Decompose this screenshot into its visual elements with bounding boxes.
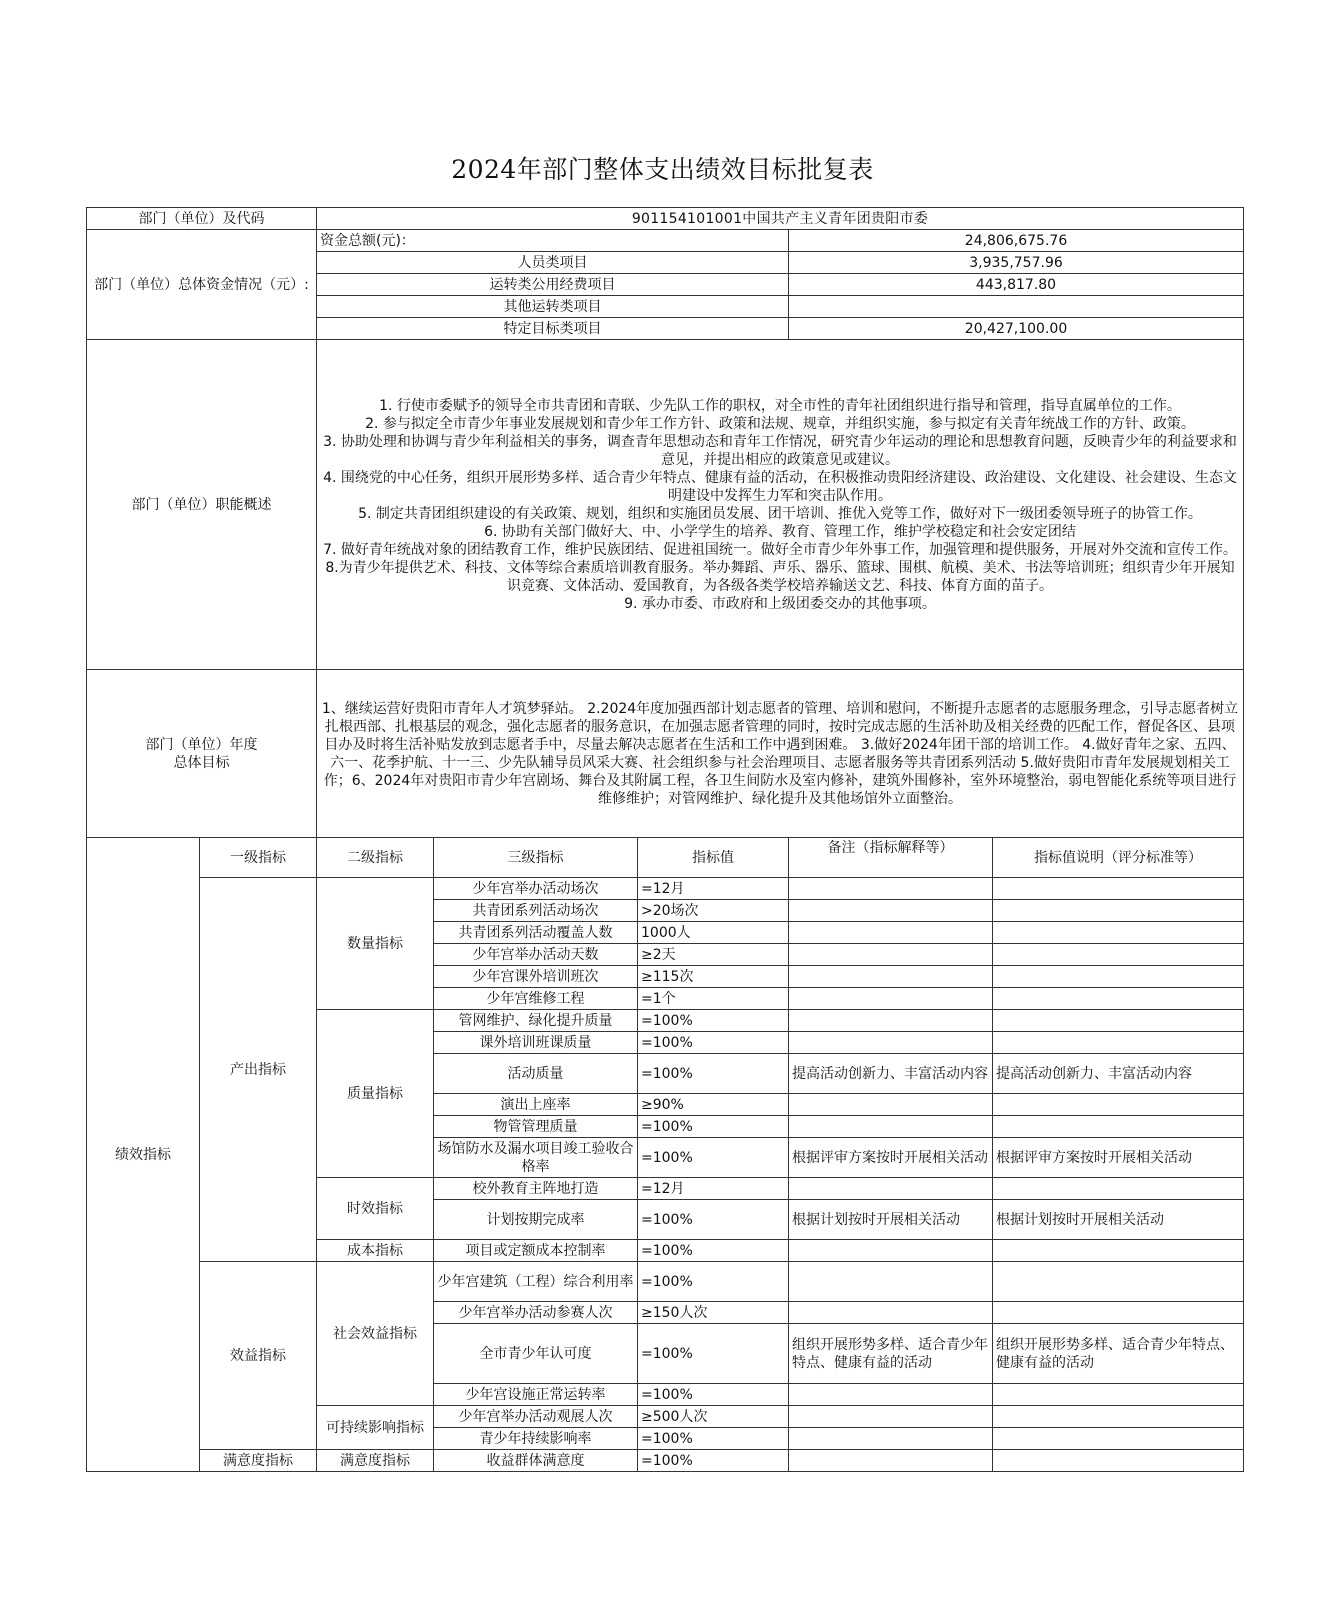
fund-row-name: 人员类项目 — [317, 252, 789, 274]
table-row — [87, 878, 1244, 900]
duty-item: 3. 协助处理和协调与青少年利益相关的事务，调查青年思想动态和青年工作情况，研究青少年运动的理论和思想教育问题，反映青少年的利益要求和意见，并提出相应的政策意见或建议。 — [323, 433, 1237, 468]
indicator-desc — [993, 1406, 1244, 1428]
indicator-value: =100% — [638, 1324, 789, 1384]
indicator-note — [789, 900, 993, 922]
sub-sustain: 可持续影响指标 — [317, 1406, 434, 1450]
indicator-desc — [993, 1010, 1244, 1032]
indicator-value: >20场次 — [638, 900, 789, 922]
indicator-name: 共青团系列活动覆盖人数 — [434, 922, 638, 944]
indicator-desc — [993, 1302, 1244, 1324]
indicator-value: =12月 — [638, 878, 789, 900]
group-satisfaction: 满意度指标 — [200, 1450, 317, 1472]
indicator-value: =100% — [638, 1032, 789, 1054]
indicator-desc — [993, 900, 1244, 922]
fund-row-name: 其他运转类项目 — [317, 296, 789, 318]
header-desc: 指标值说明（评分标准等） — [993, 838, 1244, 878]
indicator-note — [789, 878, 993, 900]
indicator-name: 少年宫举办活动天数 — [434, 944, 638, 966]
sub-quality: 质量指标 — [317, 1010, 434, 1178]
indicator-name: 活动质量 — [434, 1054, 638, 1094]
indicator-desc: 提高活动创新力、丰富活动内容 — [993, 1054, 1244, 1094]
duty-item: 8.为青少年提供艺术、科技、文体等综合素质培训教育服务。举办舞蹈、声乐、器乐、篮球、围棋、航模、美术、书法等培训班；组织青少年开展知识竞赛、文体活动、爱国教育，为各级各类学校培养输送文艺、科技、体育方面的苗子。 — [325, 559, 1235, 594]
indicator-note: 组织开展形势多样、适合青少年特点、健康有益的活动 — [789, 1324, 993, 1384]
indicator-name: 校外教育主阵地打造 — [434, 1178, 638, 1200]
indicator-note — [789, 1406, 993, 1428]
indicator-value: =12月 — [638, 1178, 789, 1200]
goal-label-line2: 总体目标 — [173, 754, 230, 771]
duties-row — [87, 340, 1244, 670]
indicator-value: =100% — [638, 1200, 789, 1240]
indicator-name: 项目或定额成本控制率 — [434, 1240, 638, 1262]
fund-row-name: 运转类公用经费项目 — [317, 274, 789, 296]
perf-header-row — [87, 838, 1244, 878]
indicator-name: 管网维护、绿化提升质量 — [434, 1010, 638, 1032]
duties-list — [317, 340, 1244, 670]
indicator-value: =100% — [638, 1116, 789, 1138]
indicator-value: ≥150人次 — [638, 1302, 789, 1324]
indicator-desc — [993, 1428, 1244, 1450]
duty-item: 5. 制定共青团组织建设的有关政策、规划，组织和实施团员发展、团干培训、推优入党等工作，做好对下一级团委领导班子的协管工作。 — [358, 505, 1202, 522]
duties-label: 部门（单位）职能概述 — [87, 340, 317, 670]
indicator-value: =100% — [638, 1262, 789, 1302]
duty-item: 6. 协助有关部门做好大、中、小学学生的培养、教育、管理工作，维护学校稳定和社会安定团结 — [484, 523, 1076, 540]
goal-text: 1、继续运营好贵阳市青年人才筑梦驿站。 2.2024年度加强西部计划志愿者的管理、培训和慰问，不断提升志愿者的志愿服务理念，引导志愿者树立扎根西部、扎根基层的观念，强化志愿者的服务意识，在加强志愿者管理的同时，按时完成志愿的生活补助及相关经费的匹配工作，督促各区、县项目办及时将生活补贴发放到志愿者手中，尽量去解决志愿者在生活和工作中遇到困难。 3.做好2024年团干部的培训工作。 4.做好青年之家、五四、六一、花季护航、十一三、少先队辅导员风采大赛、社会组织参与社会治理项目、志愿者服务等共青团系列活动 5.做好贵阳市青年发展规划相关工作；6、2024年对贵阳市青少年宫剧场、舞台及其附属工程，各卫生间防水及室内修补，建筑外围修补，室外环境整治，弱电智能化系统等项目进行维修维护；对管网维护、绿化提升及其他场馆外立面整治。 — [317, 670, 1244, 838]
group-output: 产出指标 — [200, 878, 317, 1262]
performance-table — [86, 207, 1244, 1472]
indicator-desc — [993, 1116, 1244, 1138]
sub-satisfaction: 满意度指标 — [317, 1450, 434, 1472]
indicator-value: ≥2天 — [638, 944, 789, 966]
indicator-name: 青少年持续影响率 — [434, 1428, 638, 1450]
indicator-name: 少年宫维修工程 — [434, 988, 638, 1010]
indicator-note — [789, 1116, 993, 1138]
fund-total-label: 资金总额(元)： — [317, 230, 789, 252]
sub-social: 社会效益指标 — [317, 1262, 434, 1406]
indicator-value: ≥115次 — [638, 966, 789, 988]
fund-row-value: 20,427,100.00 — [789, 318, 1244, 340]
indicator-desc — [993, 1094, 1244, 1116]
indicator-value: 1000人 — [638, 922, 789, 944]
indicator-note — [789, 1428, 993, 1450]
dept-value: 901154101001中国共产主义青年团贵阳市委 — [317, 208, 1244, 230]
indicator-desc — [993, 1450, 1244, 1472]
indicator-value: =100% — [638, 1138, 789, 1178]
indicator-value: =100% — [638, 1450, 789, 1472]
indicator-value: =100% — [638, 1010, 789, 1032]
indicator-note — [789, 944, 993, 966]
header-level2: 二级指标 — [317, 838, 434, 878]
group-benefit: 效益指标 — [200, 1262, 317, 1450]
indicator-note — [789, 966, 993, 988]
indicator-name: 少年宫举办活动观展人次 — [434, 1406, 638, 1428]
goal-label-line1: 部门（单位）年度 — [145, 736, 258, 753]
indicator-note — [789, 1450, 993, 1472]
indicator-desc: 根据评审方案按时开展相关活动 — [993, 1138, 1244, 1178]
indicator-note — [789, 1240, 993, 1262]
indicator-desc — [993, 878, 1244, 900]
indicator-desc — [993, 944, 1244, 966]
dept-label: 部门（单位）及代码 — [87, 208, 317, 230]
indicator-note — [789, 1010, 993, 1032]
fund-row-value: 443,817.80 — [789, 274, 1244, 296]
indicator-value: ≥500人次 — [638, 1406, 789, 1428]
fund-row-value — [789, 296, 1244, 318]
header-note: 备注（指标解释等） — [789, 838, 993, 878]
indicator-name: 全市青少年认可度 — [434, 1324, 638, 1384]
goal-row — [87, 670, 1244, 838]
duty-item: 4. 围绕党的中心任务，组织开展形势多样、适合青少年特点、健康有益的活动，在积极推动贵阳经济建设、政治建设、文化建设、社会建设、生态文明建设中发挥生力军和突击队作用。 — [323, 469, 1237, 504]
table-row — [87, 1450, 1244, 1472]
indicator-desc — [993, 1032, 1244, 1054]
duty-item: 1. 行使市委赋予的领导全市共青团和青联、少先队工作的职权，对全市性的青年社团组织进行指导和管理，指导直属单位的工作。 — [379, 397, 1181, 414]
header-level1: 一级指标 — [200, 838, 317, 878]
indicator-name: 共青团系列活动场次 — [434, 900, 638, 922]
funds-label: 部门（单位）总体资金情况（元）: — [87, 230, 317, 340]
indicator-note — [789, 1178, 993, 1200]
indicator-value: =100% — [638, 1240, 789, 1262]
indicator-desc — [993, 1262, 1244, 1302]
indicator-name: 少年宫举办活动场次 — [434, 878, 638, 900]
indicator-note — [789, 1094, 993, 1116]
table-row — [87, 1262, 1244, 1302]
fund-row-value: 3,935,757.96 — [789, 252, 1244, 274]
indicator-name: 少年宫设施正常运转率 — [434, 1384, 638, 1406]
indicator-note — [789, 1302, 993, 1324]
indicator-desc — [993, 1240, 1244, 1262]
indicator-desc — [993, 1384, 1244, 1406]
indicator-name: 计划按期完成率 — [434, 1200, 638, 1240]
fund-total-row — [87, 230, 1244, 252]
indicator-name: 场馆防水及漏水项目竣工验收合格率 — [434, 1138, 638, 1178]
goal-label — [87, 670, 317, 838]
indicator-note — [789, 922, 993, 944]
indicator-name: 物管管理质量 — [434, 1116, 638, 1138]
indicator-value: ≥90% — [638, 1094, 789, 1116]
indicator-name: 演出上座率 — [434, 1094, 638, 1116]
indicator-value: =100% — [638, 1054, 789, 1094]
fund-total-value: 24,806,675.76 — [789, 230, 1244, 252]
sub-time: 时效指标 — [317, 1178, 434, 1240]
header-value: 指标值 — [638, 838, 789, 878]
indicator-name: 少年宫课外培训班次 — [434, 966, 638, 988]
indicator-value: =100% — [638, 1384, 789, 1406]
sub-quantity: 数量指标 — [317, 878, 434, 1010]
indicator-desc: 组织开展形势多样、适合青少年特点、健康有益的活动 — [993, 1324, 1244, 1384]
header-level3: 三级指标 — [434, 838, 638, 878]
indicator-note — [789, 1262, 993, 1302]
indicator-note — [789, 988, 993, 1010]
indicator-value: =1个 — [638, 988, 789, 1010]
indicator-value: =100% — [638, 1428, 789, 1450]
indicator-desc — [993, 988, 1244, 1010]
indicator-note: 根据计划按时开展相关活动 — [789, 1200, 993, 1240]
duty-item: 2. 参与拟定全市青少年事业发展规划和青少年工作方针、政策和法规、规章，并组织实施，参与拟定有关青年统战工作的方针、政策。 — [365, 415, 1195, 432]
indicator-note — [789, 1384, 993, 1406]
indicator-desc — [993, 966, 1244, 988]
indicator-name: 收益群体满意度 — [434, 1450, 638, 1472]
indicator-note: 提高活动创新力、丰富活动内容 — [789, 1054, 993, 1094]
duty-item: 9. 承办市委、市政府和上级团委交办的其他事项。 — [624, 595, 936, 612]
duty-item: 7. 做好青年统战对象的团结教育工作，维护民族团结、促进祖国统一。做好全市青少年外事工作，加强管理和提供服务，开展对外交流和宣传工作。 — [323, 541, 1237, 558]
indicator-name: 课外培训班课质量 — [434, 1032, 638, 1054]
indicator-desc: 根据计划按时开展相关活动 — [993, 1200, 1244, 1240]
dept-row — [87, 208, 1244, 230]
sub-cost: 成本指标 — [317, 1240, 434, 1262]
page-title: 2024年部门整体支出绩效目标批复表 — [451, 155, 874, 184]
indicator-desc — [993, 1178, 1244, 1200]
perf-label: 绩效指标 — [87, 838, 200, 1472]
indicator-name: 少年宫举办活动参赛人次 — [434, 1302, 638, 1324]
indicator-desc — [993, 922, 1244, 944]
indicator-name: 少年宫建筑（工程）综合利用率 — [434, 1262, 638, 1302]
indicator-note — [789, 1032, 993, 1054]
indicator-note: 根据评审方案按时开展相关活动 — [789, 1138, 993, 1178]
fund-row-name: 特定目标类项目 — [317, 318, 789, 340]
